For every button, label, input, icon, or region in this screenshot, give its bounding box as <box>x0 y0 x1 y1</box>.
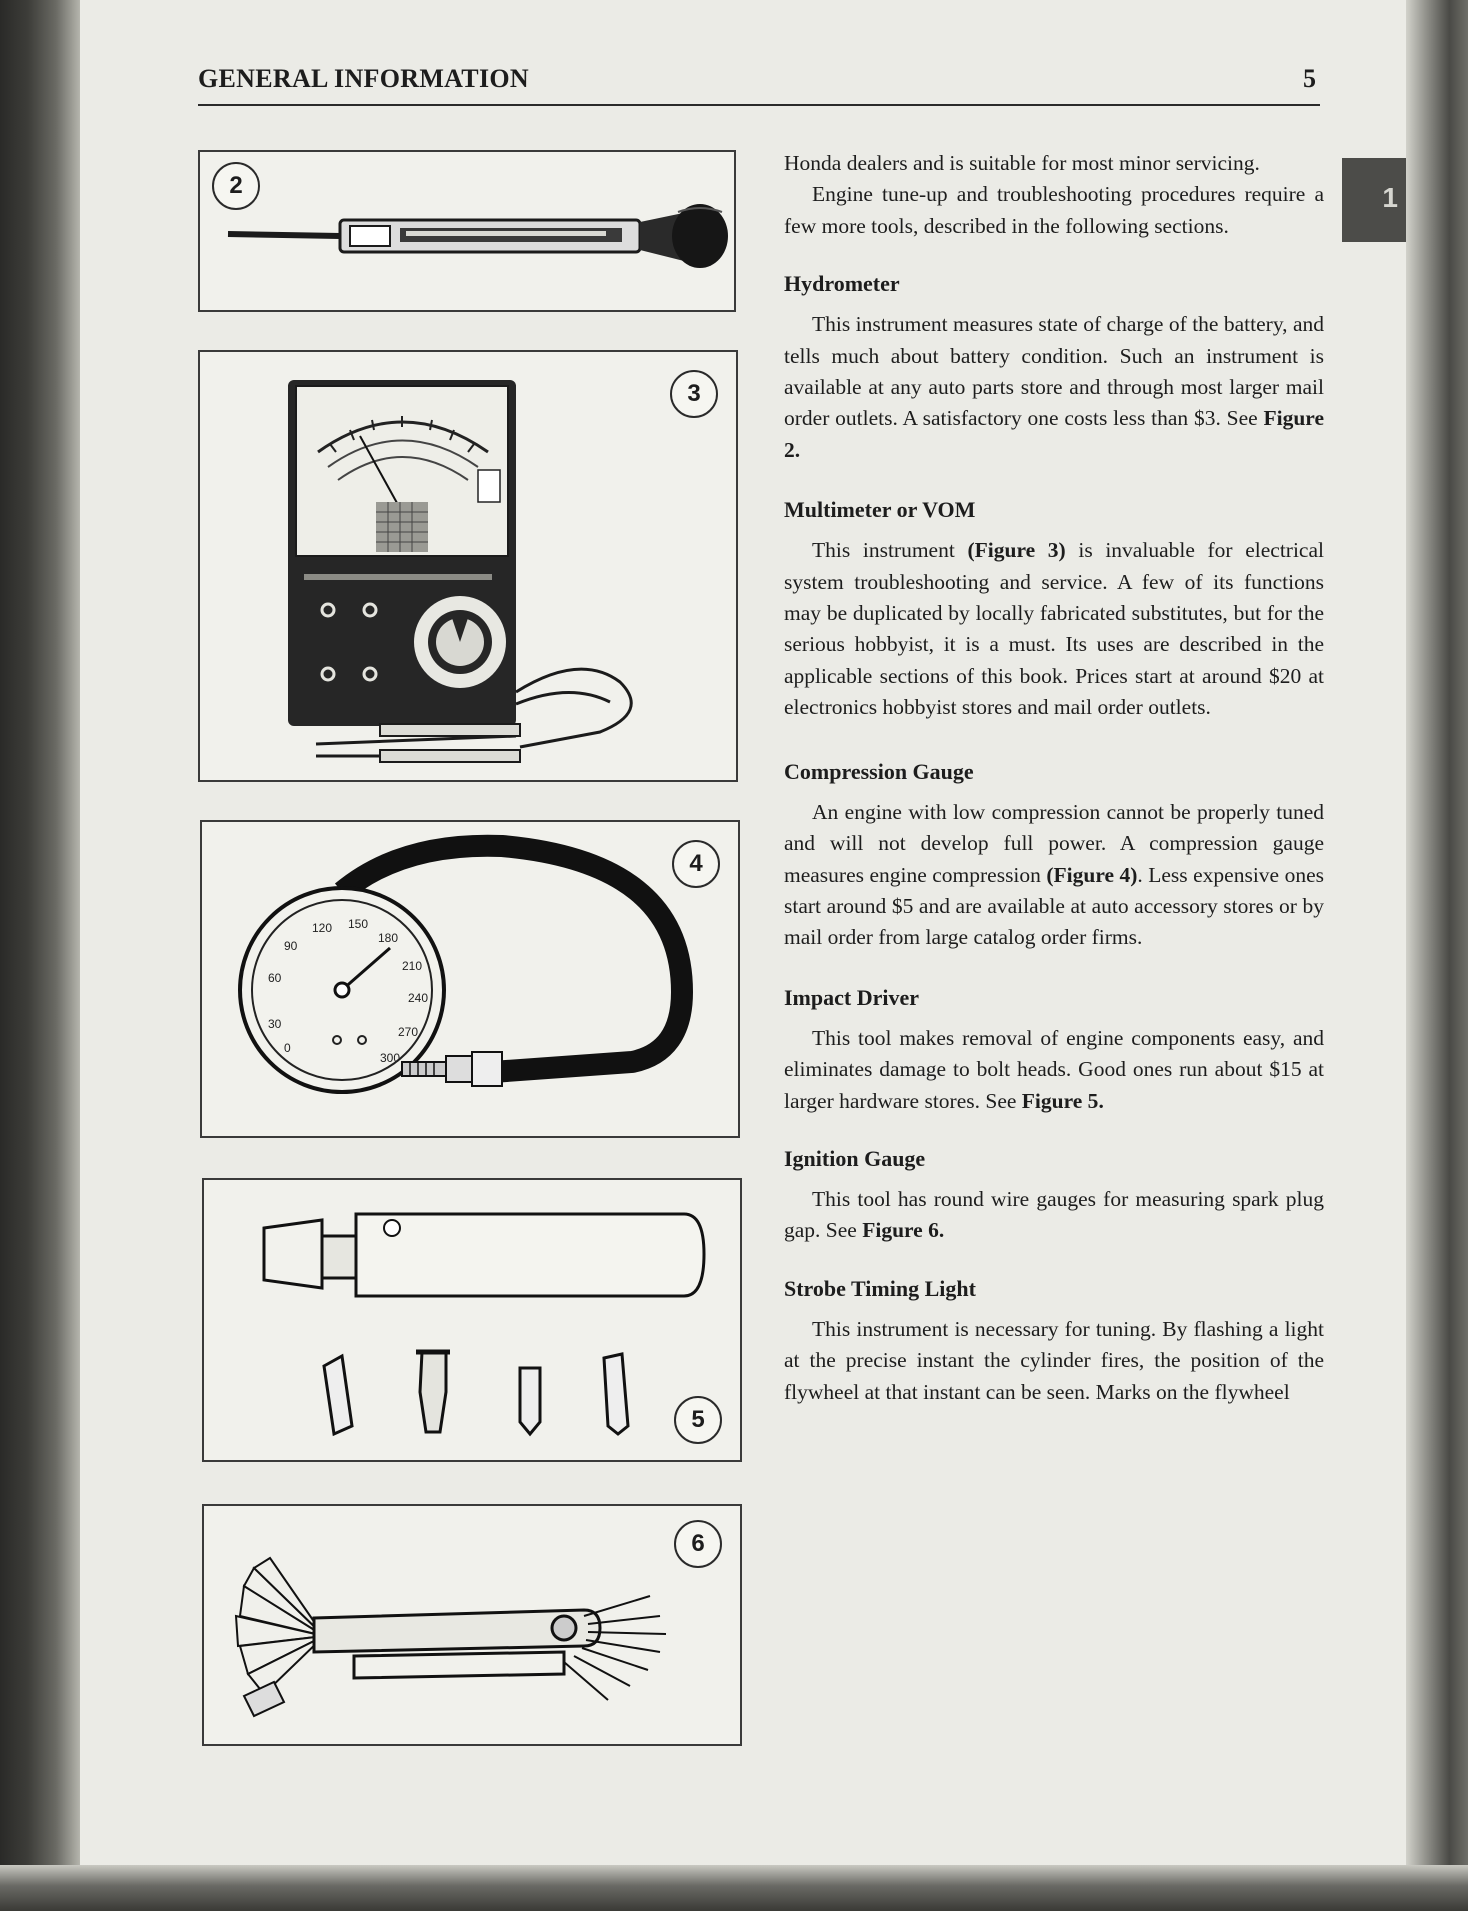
gauge-label-120: 120 <box>312 921 333 935</box>
paragraph-strobe-timing-light: This instrument is necessary for tuning. By flashing a light at the precise instant the cylinder fires, the position of the flywheel at that instant can be seen. Marks on the flywheel <box>784 1316 1324 1404</box>
scan-left-edge <box>0 0 80 1911</box>
scan-bottom-edge <box>0 1865 1468 1911</box>
chapter-tab-number: 1 <box>1382 182 1398 213</box>
gauge-label-180: 180 <box>378 931 399 945</box>
page-number: 5 <box>1303 64 1316 93</box>
paragraph-hydrometer: This instrument measures state of charge of the battery, and tells much about battery condition. Such an instrument is available at any auto parts store and through most larger mail order outlets. A satisfactory one costs less than $3. See Figure 2. <box>784 312 1324 462</box>
gauge-label-210: 210 <box>402 959 423 973</box>
hydrometer-illustration <box>200 152 734 310</box>
figure-number: 3 <box>670 370 718 418</box>
multimeter-illustration <box>200 352 736 780</box>
figure-number: 2 <box>212 162 260 210</box>
figure-reference: Figure 6 <box>862 1218 939 1243</box>
figure-reference: Figure 2 <box>784 406 1324 462</box>
heading-compression-gauge: Compression Gauge <box>784 758 974 784</box>
figure-number: 5 <box>674 1396 722 1444</box>
figure-5-impact-driver <box>202 1178 742 1462</box>
heading-strobe-timing-light: Strobe Timing Light <box>784 1275 976 1301</box>
figure-number: 6 <box>674 1520 722 1568</box>
gauge-label-150: 150 <box>348 917 369 931</box>
body-text-column <box>784 148 1324 1408</box>
figure-reference: Figure 5 <box>1021 1088 1099 1113</box>
gauge-label-240: 240 <box>408 991 429 1005</box>
heading-ignition-gauge: Ignition Gauge <box>784 1145 926 1171</box>
gauge-label-90: 90 <box>284 939 298 953</box>
figure-6-ignition-gauge <box>202 1504 742 1746</box>
gauge-label-300: 300 <box>380 1051 401 1065</box>
gauge-label-30: 30 <box>268 1017 282 1031</box>
gauge-label-0: 0 <box>284 1041 291 1055</box>
paragraph-impact-driver: This tool makes removal of engine components easy, and eliminates damage to bolt heads. Good ones run about $15 at larger hardware stores. See Figure 5. <box>784 1025 1324 1113</box>
ignition-gauge-illustration <box>204 1506 740 1744</box>
gauge-label-60: 60 <box>268 971 282 985</box>
figure-reference: (Figure 3) <box>967 538 1066 563</box>
figure-2-hydrometer <box>198 150 736 312</box>
gauge-label-270: 270 <box>398 1025 419 1039</box>
compression-gauge-illustration <box>202 822 738 1136</box>
heading-impact-driver: Impact Driver <box>784 984 920 1010</box>
heading-multimeter: Multimeter or VOM <box>784 497 976 523</box>
intro-paragraph-2: Engine tune-up and troubleshooting procedures require a few more tools, described in the following sections. <box>784 182 1324 238</box>
page-header <box>198 64 1320 106</box>
paragraph-compression-gauge: An engine with low compression cannot be properly tuned and will not develop full power. A compression gauge measures engine compression (Figure 4). Less expensive ones start around $5 and are available at auto accessory stores or by mail order from large catalog order firms. <box>784 799 1324 950</box>
paragraph-multimeter: This instrument (Figure 3) is invaluable for electrical system troubleshooting and service. A few of its functions may be duplicated by locally fabricated substitutes, but for the serious hobbyist, it is a must. Its uses are described in the applicable sections of this book. Prices start at around $20 at electronics hobbyist stores and mail order outlets. <box>784 538 1324 720</box>
paragraph-ignition-gauge: This tool has round wire gauges for measuring spark plug gap. See Figure 6. <box>784 1186 1324 1243</box>
figure-reference: (Figure 4) <box>1046 862 1138 887</box>
chapter-tab <box>1342 158 1406 242</box>
figure-3-multimeter <box>198 350 738 782</box>
impact-driver-illustration <box>204 1180 740 1460</box>
heading-hydrometer: Hydrometer <box>784 271 900 297</box>
scan-right-edge <box>1406 0 1468 1911</box>
figure-4-compression-gauge <box>200 820 740 1138</box>
intro-paragraph-1: Honda dealers and is suitable for most minor servicing. <box>784 151 1260 175</box>
section-title: GENERAL INFORMATION <box>198 64 529 93</box>
figure-number: 4 <box>672 840 720 888</box>
